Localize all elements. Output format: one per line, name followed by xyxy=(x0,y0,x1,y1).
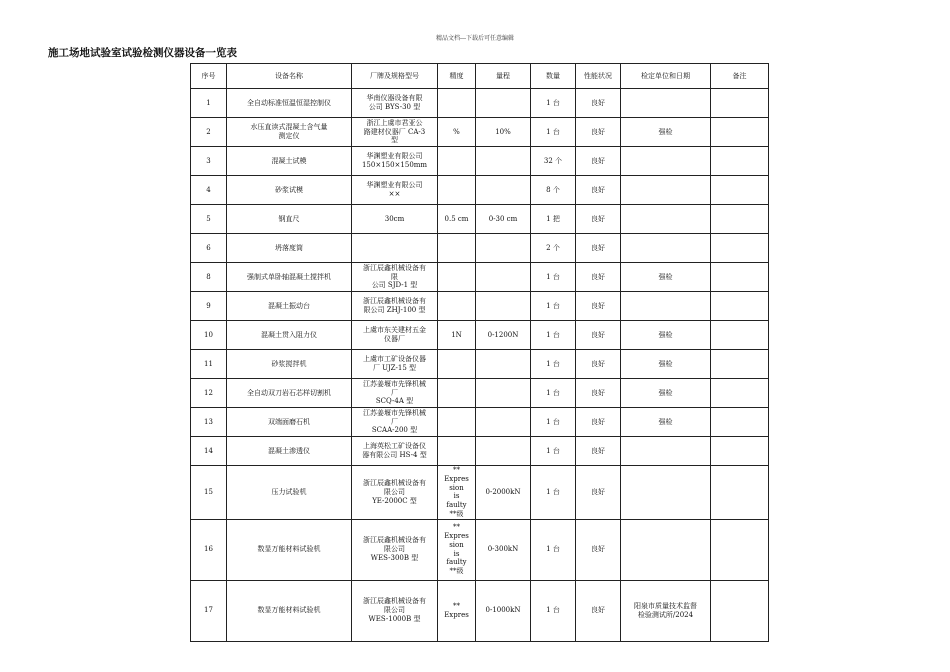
cell-remarks xyxy=(711,263,769,292)
cell-text: 浙江辰鑫机械设备有 限公司 WES-1000B 型 xyxy=(363,597,426,623)
table-row xyxy=(191,437,769,466)
cell-text: 良好 xyxy=(591,272,605,281)
cell-text: 上海英松工矿设备仪 器有限公司 HS-4 型 xyxy=(362,442,427,459)
cell-condition xyxy=(576,89,621,118)
cell-text: 混凝土振动台 xyxy=(268,301,310,310)
cell-remarks xyxy=(711,519,769,580)
cell-row-number xyxy=(191,580,227,641)
cell-text: 良好 xyxy=(591,127,605,136)
cell-precision xyxy=(438,466,476,520)
cell-text: 良好 xyxy=(591,243,605,252)
cell-precision xyxy=(438,379,476,408)
cell-precision xyxy=(438,176,476,205)
cell-quantity xyxy=(531,118,576,147)
cell-row-number xyxy=(191,519,227,580)
cell-manufacturer-model xyxy=(352,205,438,234)
cell-equipment-name xyxy=(227,321,352,350)
cell-condition xyxy=(576,234,621,263)
cell-row-number xyxy=(191,292,227,321)
cell-precision xyxy=(438,519,476,580)
cell-text: 钢直尺 xyxy=(278,214,300,223)
cell-text: 浙江辰鑫机械设备有 限公司 ZHJ-100 型 xyxy=(363,297,426,314)
cell-manufacturer-model xyxy=(352,580,438,641)
cell-range xyxy=(476,408,531,437)
cell-condition xyxy=(576,408,621,437)
cell-text: 14 xyxy=(204,446,213,455)
cell-equipment-name xyxy=(227,466,352,520)
cell-manufacturer-model xyxy=(352,89,438,118)
cell-text: 良好 xyxy=(591,185,605,194)
cell-text: 强制式单卧轴混凝土搅拌机 xyxy=(247,272,331,281)
cell-manufacturer-model xyxy=(352,118,438,147)
cell-text: 12 xyxy=(204,388,213,397)
cell-text: 浙江上虞市君亚公 路建材仪器厂 CA-3 型 xyxy=(363,118,426,145)
cell-text: 阳泉市质量技术监督 检验测试所/2024 xyxy=(634,601,697,619)
table-row xyxy=(191,205,769,234)
cell-equipment-name xyxy=(227,205,352,234)
table-row xyxy=(191,580,769,641)
cell-equipment-name xyxy=(227,292,352,321)
table-row xyxy=(191,292,769,321)
cell-equipment-name xyxy=(227,118,352,147)
cell-text: 8 个 xyxy=(546,185,560,194)
cell-quantity xyxy=(531,89,576,118)
cell-text: 5 xyxy=(206,214,211,223)
cell-range xyxy=(476,118,531,147)
column-header: 备注 xyxy=(711,64,769,89)
cell-equipment-name xyxy=(227,379,352,408)
cell-text: 11 xyxy=(204,359,213,368)
column-header: 检定单位和日期 xyxy=(621,64,711,89)
cell-verification-unit-date xyxy=(621,118,711,147)
cell-row-number xyxy=(191,408,227,437)
cell-text: 1 台 xyxy=(546,98,560,107)
cell-condition xyxy=(576,205,621,234)
cell-condition xyxy=(576,118,621,147)
cell-range xyxy=(476,89,531,118)
cell-manufacturer-model xyxy=(352,350,438,379)
table-row xyxy=(191,234,769,263)
cell-text: 4 xyxy=(206,185,211,194)
cell-quantity xyxy=(531,466,576,520)
table-body xyxy=(191,89,769,642)
cell-range xyxy=(476,321,531,350)
cell-text: 1 台 xyxy=(546,606,560,615)
cell-text: 华渊塑业有限公司 150×150×150mm xyxy=(361,152,428,169)
cell-condition xyxy=(576,147,621,176)
cell-verification-unit-date xyxy=(621,580,711,641)
cell-remarks xyxy=(711,176,769,205)
cell-text: 浙江辰鑫机械设备有 限公司 WES-300B 型 xyxy=(363,536,426,562)
cell-row-number xyxy=(191,176,227,205)
cell-remarks xyxy=(711,580,769,641)
page-title: 施工场地试验室试验检测仪器设备一览表 xyxy=(48,47,237,59)
cell-text: 10% xyxy=(495,127,511,136)
cell-quantity xyxy=(531,580,576,641)
cell-condition xyxy=(576,321,621,350)
cell-precision xyxy=(438,408,476,437)
table-row xyxy=(191,89,769,118)
cell-text: 良好 xyxy=(591,545,605,554)
cell-remarks xyxy=(711,379,769,408)
cell-precision xyxy=(438,580,476,641)
column-header: 数量 xyxy=(531,64,576,89)
cell-manufacturer-model xyxy=(352,176,438,205)
cell-text: 1 台 xyxy=(546,545,560,554)
cell-range xyxy=(476,350,531,379)
cell-quantity xyxy=(531,234,576,263)
cell-range xyxy=(476,519,531,580)
cell-equipment-name xyxy=(227,408,352,437)
cell-condition xyxy=(576,350,621,379)
cell-text: 良好 xyxy=(591,98,605,107)
cell-range xyxy=(476,147,531,176)
cell-text: 数显万能材料试验机 xyxy=(257,606,321,615)
cell-text: 0-2000kN xyxy=(485,487,521,496)
cell-condition xyxy=(576,292,621,321)
table-row xyxy=(191,321,769,350)
cell-range xyxy=(476,205,531,234)
cell-text: 砂浆搅拌机 xyxy=(271,359,307,368)
cell-text: 强检 xyxy=(658,330,673,339)
cell-text: 1N xyxy=(451,330,462,339)
cell-quantity xyxy=(531,379,576,408)
cell-text: 0-1000kN xyxy=(485,606,521,615)
cell-manufacturer-model xyxy=(352,408,438,437)
cell-text: 1 台 xyxy=(546,359,560,368)
cell-manufacturer-model xyxy=(352,147,438,176)
column-header: 精度 xyxy=(438,64,476,89)
cell-text: 良好 xyxy=(591,301,605,310)
cell-text: 30cm xyxy=(384,214,405,223)
cell-text: 1 台 xyxy=(546,127,560,136)
cell-text: 华渊塑业有限公司 ×× xyxy=(366,181,423,198)
cell-text: 良好 xyxy=(591,446,605,455)
cell-text: 坍落度筒 xyxy=(275,243,303,252)
cell-text: 江苏姜堰市先锋机械 厂 SCAA-200 型 xyxy=(363,408,426,435)
cell-text: 2 个 xyxy=(546,243,560,252)
table-row xyxy=(191,147,769,176)
cell-precision xyxy=(438,350,476,379)
cell-text: 数显万能材料试验机 xyxy=(257,545,321,554)
cell-text: 混凝土渗透仪 xyxy=(268,446,310,455)
cell-verification-unit-date xyxy=(621,205,711,234)
cell-text: 10 xyxy=(204,330,213,339)
cell-text: 8 xyxy=(206,272,211,281)
cell-verification-unit-date xyxy=(621,321,711,350)
cell-verification-unit-date xyxy=(621,519,711,580)
cell-text: 1 台 xyxy=(546,417,560,426)
column-header: 量程 xyxy=(476,64,531,89)
cell-text: 水压直读式混凝土含气量 测定仪 xyxy=(250,123,328,140)
cell-row-number xyxy=(191,205,227,234)
cell-text: 1 把 xyxy=(546,214,560,223)
cell-precision xyxy=(438,147,476,176)
cell-quantity xyxy=(531,176,576,205)
cell-equipment-name xyxy=(227,437,352,466)
cell-verification-unit-date xyxy=(621,176,711,205)
cell-verification-unit-date xyxy=(621,263,711,292)
table-row xyxy=(191,466,769,520)
cell-text: 强检 xyxy=(658,417,673,426)
cell-remarks xyxy=(711,321,769,350)
equipment-table xyxy=(190,63,769,642)
table-row xyxy=(191,379,769,408)
cell-equipment-name xyxy=(227,580,352,641)
cell-condition xyxy=(576,580,621,641)
cell-text: ** Expres sion is faulty **级 xyxy=(444,466,469,518)
cell-manufacturer-model xyxy=(352,234,438,263)
cell-text: 1 台 xyxy=(546,301,560,310)
cell-condition xyxy=(576,379,621,408)
cell-row-number xyxy=(191,350,227,379)
cell-text: 9 xyxy=(206,301,211,310)
table-row xyxy=(191,263,769,292)
column-header: 厂牌及规格型号 xyxy=(352,64,438,89)
table-row xyxy=(191,176,769,205)
cell-text: 0.5 cm xyxy=(444,214,469,223)
cell-text: 强检 xyxy=(658,388,673,397)
cell-text: 上虞市东关建材五金 仪器厂 xyxy=(363,326,426,343)
cell-range xyxy=(476,466,531,520)
cell-text: 上虞市工矿设备仪器 厂 UJZ-15 型 xyxy=(363,355,426,372)
cell-text: 强检 xyxy=(658,359,673,368)
cell-equipment-name xyxy=(227,89,352,118)
table-row xyxy=(191,118,769,147)
cell-text: 15 xyxy=(204,487,213,496)
cell-manufacturer-model xyxy=(352,466,438,520)
cell-quantity xyxy=(531,321,576,350)
table-row xyxy=(191,408,769,437)
cell-row-number xyxy=(191,263,227,292)
cell-text: 1 台 xyxy=(546,272,560,281)
cell-remarks xyxy=(711,147,769,176)
cell-condition xyxy=(576,437,621,466)
cell-remarks xyxy=(711,437,769,466)
cell-text: 良好 xyxy=(591,388,605,397)
cell-manufacturer-model xyxy=(352,519,438,580)
cell-text: 强检 xyxy=(658,272,673,281)
column-header: 序号 xyxy=(191,64,227,89)
cell-remarks xyxy=(711,408,769,437)
cell-precision xyxy=(438,205,476,234)
cell-text: 良好 xyxy=(591,359,605,368)
cell-equipment-name xyxy=(227,147,352,176)
cell-row-number xyxy=(191,321,227,350)
cell-equipment-name xyxy=(227,263,352,292)
cell-row-number xyxy=(191,466,227,520)
cell-range xyxy=(476,263,531,292)
cell-range xyxy=(476,580,531,641)
cell-precision xyxy=(438,234,476,263)
cell-text: 砂浆试模 xyxy=(275,185,303,194)
cell-text: 良好 xyxy=(591,487,605,496)
cell-text: 0-300kN xyxy=(487,545,519,554)
cell-verification-unit-date xyxy=(621,89,711,118)
cell-condition xyxy=(576,519,621,580)
cell-quantity xyxy=(531,263,576,292)
cell-text: 1 xyxy=(206,98,211,107)
cell-text: 压力试验机 xyxy=(271,487,307,496)
table-row xyxy=(191,519,769,580)
cell-text: 2 xyxy=(206,127,211,136)
cell-text: 良好 xyxy=(591,156,605,165)
table-row xyxy=(191,350,769,379)
cell-manufacturer-model xyxy=(352,437,438,466)
cell-text: 6 xyxy=(206,243,211,252)
column-header: 性能状况 xyxy=(576,64,621,89)
cell-range xyxy=(476,234,531,263)
cell-text: 全自动双刀岩石芯样切割机 xyxy=(247,388,331,397)
cell-equipment-name xyxy=(227,176,352,205)
cell-precision xyxy=(438,263,476,292)
cell-quantity xyxy=(531,205,576,234)
cell-row-number xyxy=(191,147,227,176)
cell-manufacturer-model xyxy=(352,292,438,321)
header-watermark: 精品文档---下载后可任意编辑 xyxy=(435,35,515,42)
cell-text: % xyxy=(453,127,460,136)
cell-text: 1 台 xyxy=(546,388,560,397)
cell-row-number xyxy=(191,234,227,263)
cell-verification-unit-date xyxy=(621,147,711,176)
cell-precision xyxy=(438,89,476,118)
cell-verification-unit-date xyxy=(621,350,711,379)
cell-condition xyxy=(576,466,621,520)
cell-verification-unit-date xyxy=(621,437,711,466)
cell-verification-unit-date xyxy=(621,292,711,321)
cell-text: 良好 xyxy=(591,417,605,426)
cell-quantity xyxy=(531,147,576,176)
cell-text: 双端面磨石机 xyxy=(268,417,310,426)
cell-verification-unit-date xyxy=(621,408,711,437)
cell-verification-unit-date xyxy=(621,379,711,408)
cell-remarks xyxy=(711,205,769,234)
cell-text: 1 台 xyxy=(546,487,560,496)
cell-text: 32 个 xyxy=(543,156,563,165)
cell-manufacturer-model xyxy=(352,321,438,350)
cell-text: 16 xyxy=(204,545,213,554)
cell-range xyxy=(476,379,531,408)
cell-remarks xyxy=(711,350,769,379)
cell-text: 1 台 xyxy=(546,446,560,455)
cell-text: ** Expres xyxy=(444,601,469,619)
cell-range xyxy=(476,292,531,321)
cell-text: 1 台 xyxy=(546,330,560,339)
cell-range xyxy=(476,437,531,466)
cell-quantity xyxy=(531,292,576,321)
cell-text: 混凝土贯入阻力仪 xyxy=(261,330,317,339)
cell-text: 良好 xyxy=(591,214,605,223)
cell-text: 强检 xyxy=(658,127,673,136)
table-header-row xyxy=(191,64,769,89)
cell-text: 华南仪器设备有限 公司 BYS-30 型 xyxy=(366,94,423,111)
cell-manufacturer-model xyxy=(352,379,438,408)
cell-text: 17 xyxy=(204,606,213,615)
cell-row-number xyxy=(191,379,227,408)
cell-quantity xyxy=(531,437,576,466)
column-header: 设备名称 xyxy=(227,64,352,89)
cell-condition xyxy=(576,176,621,205)
cell-text: 13 xyxy=(204,417,213,426)
cell-verification-unit-date xyxy=(621,466,711,520)
cell-row-number xyxy=(191,437,227,466)
cell-manufacturer-model xyxy=(352,263,438,292)
cell-verification-unit-date xyxy=(621,234,711,263)
cell-remarks xyxy=(711,234,769,263)
cell-quantity xyxy=(531,408,576,437)
cell-text: 0-30 cm xyxy=(488,214,518,223)
cell-row-number xyxy=(191,118,227,147)
cell-text: 0-1200N xyxy=(487,330,519,339)
cell-precision xyxy=(438,118,476,147)
cell-text: 良好 xyxy=(591,330,605,339)
cell-precision xyxy=(438,321,476,350)
cell-row-number xyxy=(191,89,227,118)
cell-precision xyxy=(438,437,476,466)
cell-remarks xyxy=(711,89,769,118)
cell-text: 浙江辰鑫机械设备有 限公司 YE-2000C 型 xyxy=(363,479,426,505)
cell-condition xyxy=(576,263,621,292)
cell-text: 全自动标准恒温恒湿控制仪 xyxy=(247,98,331,107)
cell-remarks xyxy=(711,118,769,147)
cell-equipment-name xyxy=(227,234,352,263)
cell-quantity xyxy=(531,350,576,379)
cell-range xyxy=(476,176,531,205)
cell-equipment-name xyxy=(227,350,352,379)
cell-equipment-name xyxy=(227,519,352,580)
cell-text: ** Expres sion is faulty **级 xyxy=(444,523,469,575)
cell-text: 混凝土试模 xyxy=(271,156,307,165)
cell-text: 3 xyxy=(206,156,211,165)
cell-text: 浙江辰鑫机械设备有 限 公司 SJD-1 型 xyxy=(363,263,426,290)
cell-text: 良好 xyxy=(591,606,605,615)
cell-remarks xyxy=(711,292,769,321)
cell-quantity xyxy=(531,519,576,580)
cell-precision xyxy=(438,292,476,321)
cell-text: 江苏姜堰市先锋机械 厂 SCQ-4A 型 xyxy=(363,379,426,406)
cell-remarks xyxy=(711,466,769,520)
